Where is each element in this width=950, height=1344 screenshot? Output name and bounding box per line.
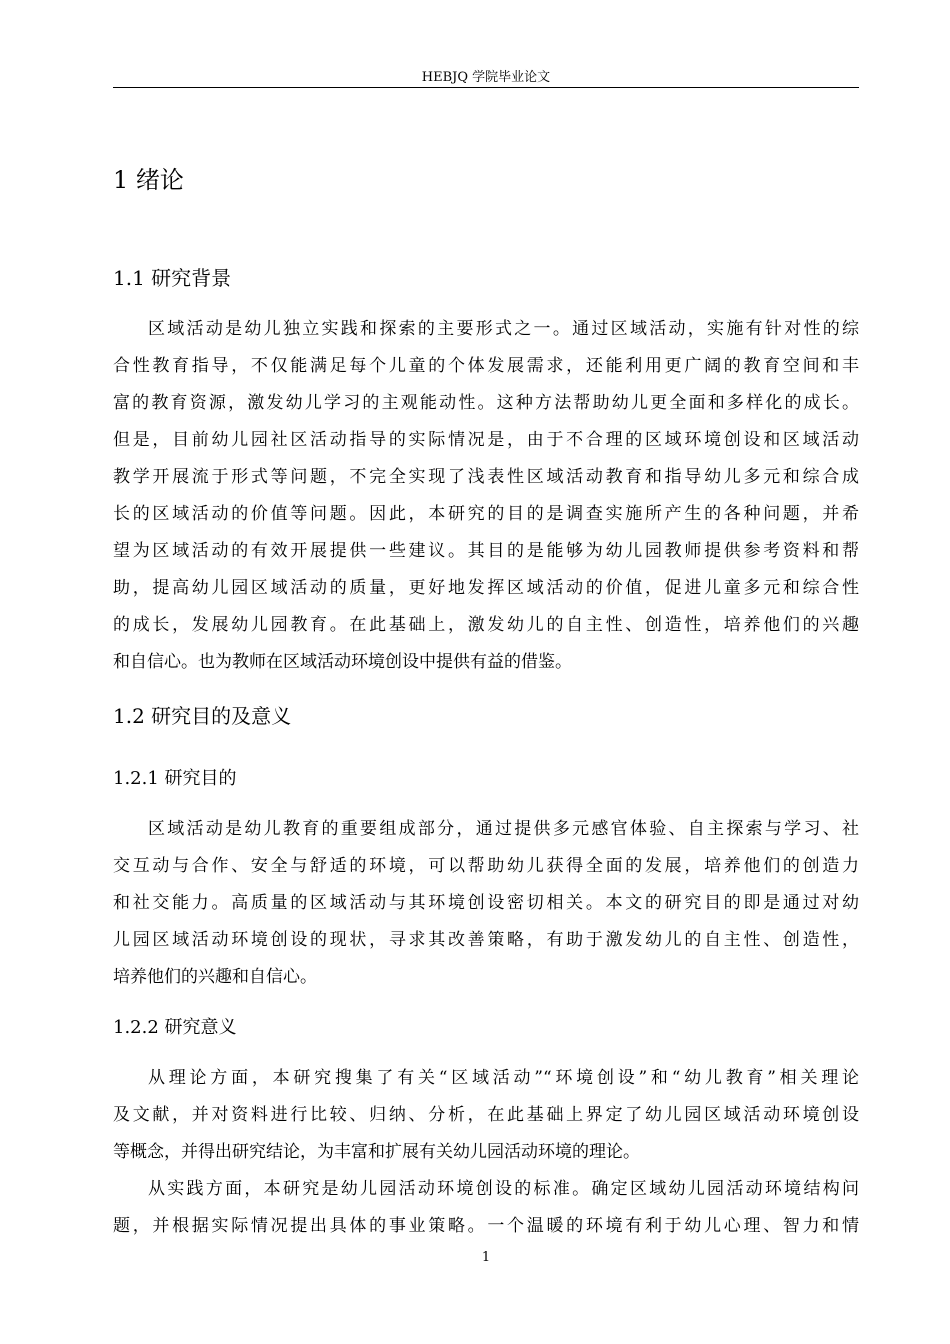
- header-divider: [113, 87, 859, 88]
- text-line: 从实践方面，本研究是幼儿园活动环境创设的标准。确定区域幼儿园活动环境结构问: [148, 1179, 859, 1199]
- text-line: 助，提高幼儿园区域活动的质量，更好地发挥区域活动的价值，促进儿童多元和综合性: [113, 578, 859, 598]
- text-line: 教学开展流于形式等问题，不完全实现了浅表性区域活动教育和指导幼儿多元和综合成: [113, 467, 859, 487]
- text-line: 儿园区域活动环境创设的现状，寻求其改善策略，有助于激发幼儿的自主性、创造性，: [113, 930, 859, 950]
- section-title-1-2-2: 1.2.2 研究意义: [113, 1017, 237, 1038]
- text-line: 和自信心。也为教师在区域活动环境创设中提供有益的借鉴。: [113, 652, 572, 672]
- text-line: 长的区域活动的价值等问题。因此，本研究的目的是调查实施所产生的各种问题，并希: [113, 504, 859, 524]
- paragraph-research-background: [113, 311, 859, 681]
- text-line: 区域活动是幼儿教育的重要组成部分，通过提供多元感官体验、自主探索与学习、社: [148, 819, 859, 839]
- page-header: HEBJQ 学院毕业论文: [421, 70, 551, 85]
- text-line: 富的教育资源，激发幼儿学习的主观能动性。这种方法帮助幼儿更全面和多样化的成长。: [113, 393, 859, 413]
- text-line: 望为区域活动的有效开展提供一些建议。其目的是能够为幼儿园教师提供参考资料和帮: [113, 541, 859, 561]
- text-line: 培养他们的兴趣和自信心。: [113, 967, 317, 987]
- paragraph-theoretical-significance: [113, 1060, 859, 1171]
- section-title-1-2: 1.2 研究目的及意义: [113, 704, 292, 728]
- text-line: 区域活动是幼儿独立实践和探索的主要形式之一。通过区域活动，实施有针对性的综: [148, 319, 859, 339]
- text-line: 题，并根据实际情况提出具体的事业策略。一个温暖的环境有利于幼儿心理、智力和情: [113, 1216, 859, 1236]
- text-line: 及文献，并对资料进行比较、归纳、分析，在此基础上界定了幼儿园区域活动环境创设: [113, 1105, 859, 1125]
- paragraph-research-purpose: [113, 811, 859, 996]
- section-title-1-2-1: 1.2.1 研究目的: [113, 768, 237, 789]
- paragraph-practical-significance: [113, 1171, 859, 1245]
- text-line: 等概念，并得出研究结论，为丰富和扩展有关幼儿园活动环境的理论。: [113, 1142, 640, 1162]
- page-number: 1: [481, 1250, 491, 1265]
- text-line: 和社交能力。高质量的区域活动与其环境创设密切相关。本文的研究目的即是通过对幼: [113, 893, 859, 913]
- chapter-title: 1 绪论: [113, 166, 184, 194]
- text-line: 从理论方面，本研究搜集了有关“区域活动”“环境创设”和“幼儿教育”相关理论: [148, 1068, 859, 1088]
- section-title-1-1: 1.1 研究背景: [113, 266, 232, 290]
- text-line: 合性教育指导，不仅能满足每个儿童的个体发展需求，还能利用更广阔的教育空间和丰: [113, 356, 859, 376]
- text-line: 但是，目前幼儿园社区活动指导的实际情况是，由于不合理的区域环境创设和区域活动: [113, 430, 859, 450]
- text-line: 交互动与合作、安全与舒适的环境，可以帮助幼儿获得全面的发展，培养他们的创造力: [113, 856, 859, 876]
- text-line: 的成长，发展幼儿园教育。在此基础上，激发幼儿的自主性、创造性，培养他们的兴趣: [113, 615, 859, 635]
